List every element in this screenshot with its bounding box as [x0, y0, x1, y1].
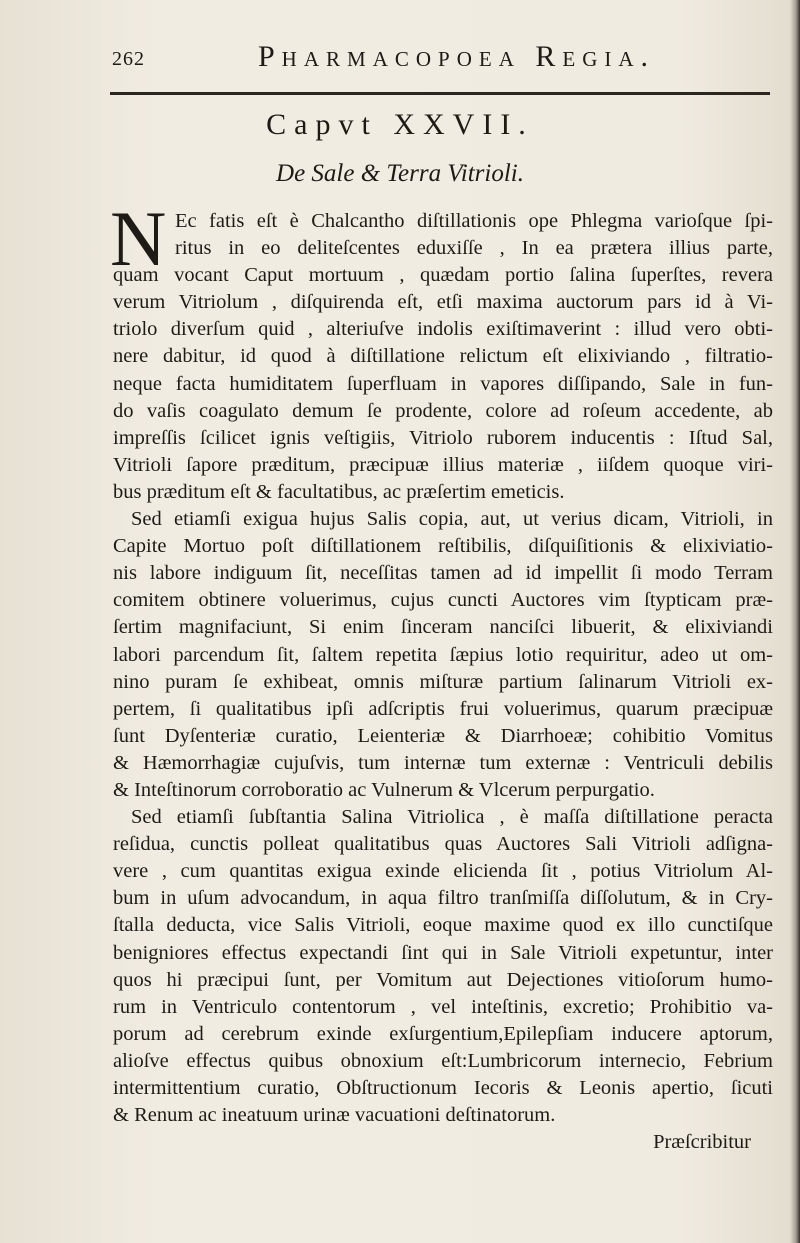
running-head: [112, 36, 772, 76]
text-line: verum Vitriolum , diſquirenda eſt, etſi maxima auctorum pars id à Vi-: [113, 291, 773, 314]
chapter-heading: Capvt XXVII.: [266, 108, 534, 141]
text-line: impreſſis ſcilicet ignis veſtigiis, Vitriolo ruborem inducentis : Iſtud Sal,: [113, 426, 773, 449]
text-line: benigniores effectus expectandi ſint qui in Sale Vitrioli expetuntur, inter: [113, 941, 773, 964]
text-line: Ec fatis eſt è Chalcantho diſtillationis ope Phlegma varioſque ſpi-: [175, 210, 773, 232]
text-line: do vaſis coagulato demum ſe prodente, colore ad roſeum accedente, ab: [113, 399, 773, 422]
text-line: & Renum ac ineatuum urinæ vacuationi deſtinatorum.: [113, 1104, 556, 1127]
drop-cap: N: [110, 195, 167, 282]
text-line: ſunt Dyſenteriæ curatio, Leienteriæ & Diarrhoeæ; cohibitio Vomitus: [113, 724, 773, 747]
text-line: comitem obtinere voluerimus, cujus cuncti Auctores vim ſtypticam præ-: [113, 589, 773, 612]
text-line: nino puram ſe exhibeat, omnis miſturæ partium ſalinarum Vitrioli ex-: [113, 670, 773, 693]
text-line: nere dabitur, id quod à diſtillatione relictum eſt elixiviando , filtratio-: [113, 345, 773, 368]
page-number: 262: [112, 48, 145, 70]
text-line: Sed etiamſi ſubſtantia Salina Vitriolica , è maſſa diſtillatione peracta: [131, 806, 773, 829]
text-line: quam vocant Caput mortuum , quædam portio ſalina ſuperſtes, revera: [113, 264, 773, 287]
text-line: reſidua, cunctis polleat qualitatibus quas Auctores Sali Vitrioli adſigna-: [113, 833, 773, 856]
text-line: intermittentium curatio, Obſtructionum Iecoris & Leonis apertio, ſicuti: [113, 1077, 773, 1099]
text-line: ſertim magnifaciunt, Si enim ſinceram nanciſci libuerit, & elixiviandi: [113, 616, 773, 639]
text-line: Capite Mortuo poſt diſtillationem reſtibilis, diſquiſitionis & elixiviatio-: [113, 535, 773, 558]
text-line: alioſve effectus quibus obnoxium eſt:Lumbricorum internecio, Febrium: [113, 1049, 773, 1072]
text-line: bus præditum eſt & facultatibus, ac præſertim emeticis.: [113, 480, 565, 503]
body-text: [110, 195, 773, 1156]
text-line: neque facta humiditatem ſuperfluam in vapores diſſipando, Sale in fun-: [113, 372, 773, 395]
text-line: & Hæmorrhagiæ cujuſvis, tum internæ tum externæ : Ventriculi debilis: [113, 751, 773, 774]
text-line: quos hi præcipui ſunt, per Vomitum aut Dejectiones vitioſorum humo-: [113, 968, 773, 991]
text-line: nis labore indiguum ſit, neceſſitas tamen ad id impellit ſi modo Terram: [113, 562, 773, 585]
text-line: labori parcendum ſit, ſaltem repetita ſæpius lotio requiritur, adeo ut om-: [113, 643, 773, 666]
text-line: triolo diverſum quid , alteriuſve indolis exiſtimaverint : illud vero obti-: [113, 318, 773, 341]
text-line: ritus in eo deliteſcentes eduxiſſe , In ea prætera illius parte,: [175, 237, 773, 260]
chapter-subtitle: De Sale & Terra Vitrioli.: [276, 160, 524, 187]
header-rule: [110, 92, 770, 95]
running-title: Pharmacopoea Regia.: [258, 40, 656, 73]
text-line: pertem, ſi qualitatibus ipſi adſcriptis frui voluerimus, quarum præcipuæ: [113, 697, 773, 720]
text-line: vere , cum quantitas exigua exinde elicienda ſit , potius Vitriolum Al-: [113, 860, 773, 883]
text-line: porum ad cerebrum exinde exſurgentium,Epilepſiam inducere aptorum,: [113, 1022, 773, 1045]
text-line: rum in Ventriculo contentorum , vel inteſtinis, excretio; Prohibitio va-: [113, 995, 773, 1018]
text-line: & Inteſtinorum corroboratio ac Vulnerum & Vlcerum perpurgatio.: [113, 778, 655, 801]
text-line: Sed etiamſi exigua hujus Salis copia, aut, ut verius dicam, Vitrioli, in: [131, 508, 773, 531]
catchword: Præſcribitur: [653, 1131, 751, 1154]
text-line: ſtalla deducta, vice Salis Vitrioli, eoque maxime quod ex illo cunctiſque: [113, 914, 773, 937]
text-line: Vitrioli ſapore præditum, præcipuæ illius materiæ , iiſdem quoque viri-: [113, 453, 773, 476]
text-line: bum in uſum advocandum, in aqua filtro tranſmiſſa diſſolutum, & in Cry-: [113, 887, 773, 910]
